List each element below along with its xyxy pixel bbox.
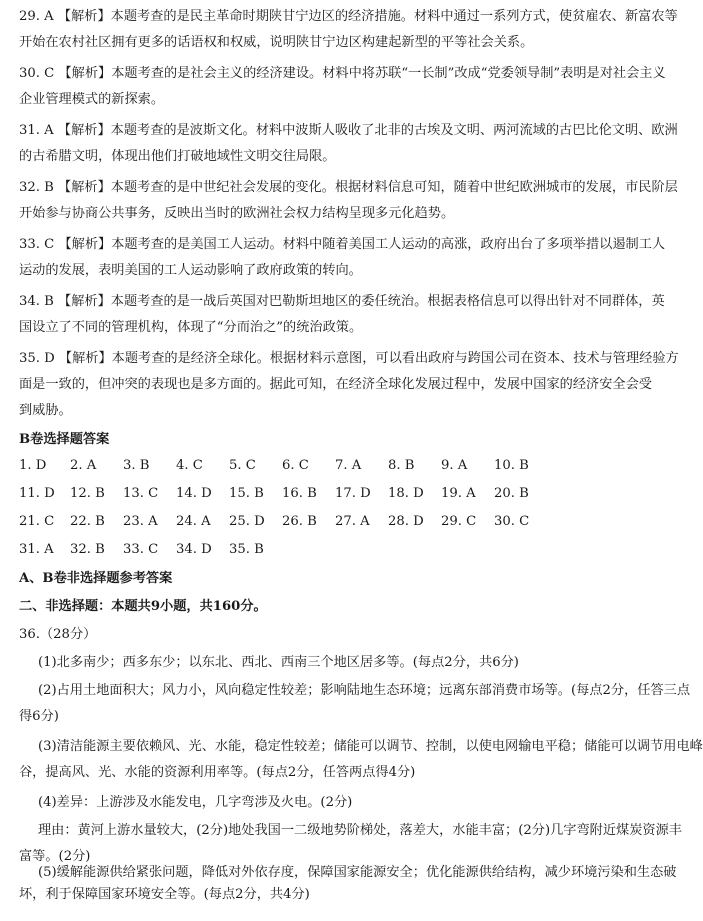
q36-part-4: [38, 790, 675, 816]
analysis-item-33: [19, 232, 675, 284]
analysis-item-34: [19, 289, 675, 341]
answer-cell: 25. D: [229, 514, 265, 529]
answer-cell: 9. A: [441, 458, 468, 473]
b-answers-heading: B卷选择题答案: [19, 432, 110, 447]
analysis-item-30: [19, 61, 675, 113]
answer-cell: 24. A: [176, 514, 211, 529]
text-line: 31. A 【解析】本题考查的是波斯文化。材料中波斯人吸收了北非的古埃及文明、两河流域的古巴比伦文明、欧洲: [19, 123, 678, 138]
question-36-title: [19, 622, 675, 648]
answer-cell: 7. A: [335, 458, 362, 473]
text-line: 29. A 【解析】本题考查的是民主革命时期陕甘宁边区的经济措施。材料中通过一系列方式，使贫雇农、新富农等: [19, 9, 678, 24]
text-line: 的古希腊文明，体现出他们打破地域性文明交往局限。: [19, 149, 336, 164]
answer-cell: 34. D: [176, 542, 212, 557]
q36-part-2: [19, 678, 691, 730]
answer-cell: 5. C: [229, 458, 256, 473]
answer-cell: 15. B: [229, 486, 264, 501]
analysis-item-32: [19, 175, 678, 227]
text-line: 开始参与协商公共事务，反映出当时的欧洲社会权力结构呈现多元化趋势。: [19, 206, 455, 221]
answer-cell: 28. D: [388, 514, 424, 529]
answer-cell: 18. D: [388, 486, 424, 501]
answer-cell: 13. C: [123, 486, 159, 501]
answer-row-1: [19, 453, 675, 479]
answer-cell: 3. B: [123, 458, 150, 473]
text-line: 32. B 【解析】本题考查的是中世纪社会发展的变化。根据材料信息可知，随着中世纪欧洲城市的发展，市民阶层: [19, 180, 678, 195]
text-line: 开始在农村社区拥有更多的话语权和权威，说明陕甘宁边区构建起新型的平等社会关系。: [19, 35, 534, 50]
text-line: (5)缓解能源供给紧张问题，降低对外依存度，保障国家能源安全；优化能源供给结构，减少环境污染和生态破: [38, 865, 677, 880]
text-line: (1)北多南少；西多东少；以东北、西北、西南三个地区居多等。(每点2分，共6分): [38, 655, 519, 670]
analysis-item-31: [19, 118, 678, 170]
text-line: (2)占用土地面积大；风力小，风向稳定性较差；影响陆地生态环境；远离东部消费市场等。(每点2分，任答三点: [38, 683, 691, 698]
text-line: 得6分): [19, 709, 59, 724]
text-line: 33. C 【解析】本题考查的是美国工人运动。材料中随着美国工人运动的高涨，政府出台了多项举措以遏制工人: [19, 237, 666, 252]
text-line: 理由：黄河上游水量较大，(2分)地处我国一二级地势阶梯处，落差大，水能丰富；(2分)几字弯附近煤炭资源丰: [38, 823, 682, 838]
answer-cell: 31. A: [19, 542, 54, 557]
answer-cell: 12. B: [70, 486, 105, 501]
text-line: 35. D 【解析】本题考查的是经济全球化。根据材料示意图，可以看出政府与跨国公司在资本、技术与管理经验方: [19, 351, 679, 366]
q36-part-3: [19, 734, 703, 786]
text-line: 面是一致的，但冲突的表现也是多方面的。据此可知，在经济全球化发展过程中，发展中国家的经济安全会受: [19, 377, 652, 392]
answer-row-2: [19, 481, 675, 507]
text-line: 富等。(2分): [19, 849, 91, 864]
answer-row-4: [19, 537, 675, 563]
answer-cell: 8. B: [388, 458, 415, 473]
answer-cell: 19. A: [441, 486, 476, 501]
text-line: 坏，利于保障国家环境安全等。(每点2分，共4分): [19, 887, 310, 902]
q36-part-5: [19, 862, 677, 906]
text-line: 34. B 【解析】本题考查的是一战后英国对巴勒斯坦地区的委任统治。根据表格信息可以得出针对不同群体，英: [19, 294, 665, 309]
answer-cell: 27. A: [335, 514, 370, 529]
answer-cell: 14. D: [176, 486, 212, 501]
section-title: 二、非选择题：本题共9小题，共160分。: [19, 599, 267, 614]
answer-row-3: [19, 509, 675, 535]
answer-cell: 33. C: [123, 542, 159, 557]
text-line: (4)差异：上游涉及水能发电，几字弯涉及火电。(2分): [38, 795, 353, 810]
answer-cell: 26. B: [282, 514, 317, 529]
text-line: 运动的发展，表明美国的工人运动影响了政府政策的转向。: [19, 263, 362, 278]
answer-cell: 11. D: [19, 486, 55, 501]
q36-part-1: [38, 650, 675, 676]
nonchoice-heading: A、B卷非选择题参考答案: [19, 571, 173, 586]
answer-cell: 10. B: [494, 458, 529, 473]
answer-cell: 4. C: [176, 458, 203, 473]
answer-cell: 22. B: [70, 514, 105, 529]
answer-cell: 6. C: [282, 458, 309, 473]
text-line: (3)清洁能源主要依赖风、光、水能，稳定性较差；储能可以调节、控制，以使电网输电平稳；储能可以调节用电峰: [38, 739, 703, 754]
text-line: 企业管理模式的新探索。: [19, 92, 165, 107]
text-line: 国设立了不同的管理机构，体现了“分而治之”的统治政策。: [19, 320, 363, 335]
answer-cell: 32. B: [70, 542, 105, 557]
analysis-item-29: [19, 4, 678, 56]
text-line: 到威胁。: [19, 403, 72, 418]
answer-cell: 21. C: [19, 514, 55, 529]
answer-cell: 1. D: [19, 458, 47, 473]
text-line: 谷，提高风、光、水能的资源利用率等。(每点2分，任答两点得4分): [19, 765, 416, 780]
answer-cell: 29. C: [441, 514, 477, 529]
analysis-item-35: [19, 346, 679, 424]
answer-cell: 20. B: [494, 486, 529, 501]
answer-cell: 17. D: [335, 486, 371, 501]
answer-cell: 16. B: [282, 486, 317, 501]
answer-cell: 35. B: [229, 542, 264, 557]
answer-cell: 30. C: [494, 514, 530, 529]
answer-cell: 23. A: [123, 514, 158, 529]
answer-cell: 2. A: [70, 458, 97, 473]
question-number: 36.（28分）: [19, 627, 97, 642]
text-line: 30. C 【解析】本题考查的是社会主义的经济建设。材料中将苏联“一长制”改成“党委领导制”表明是对社会主义: [19, 66, 666, 81]
